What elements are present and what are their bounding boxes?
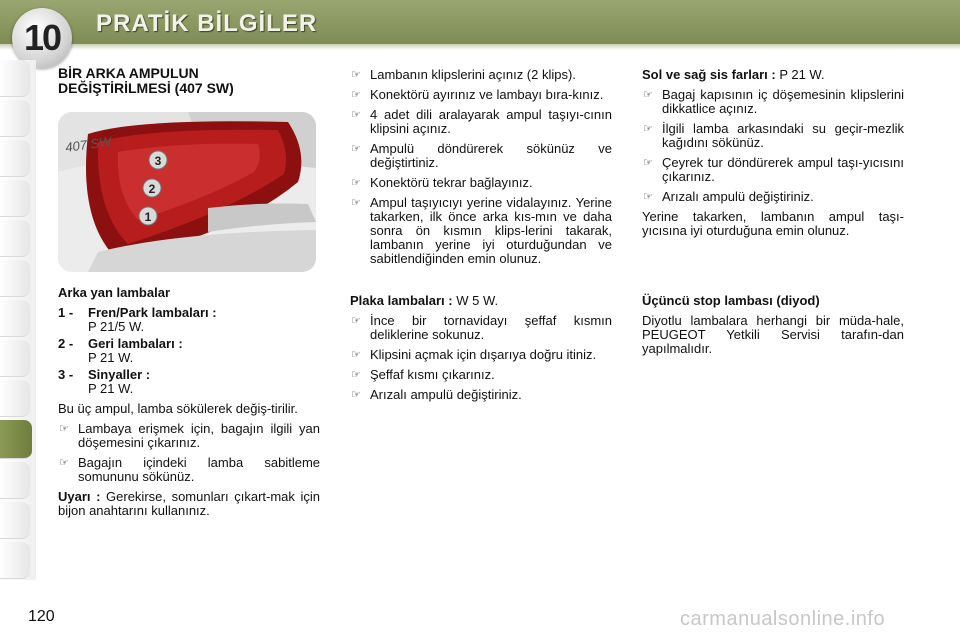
pointing-hand-icon: ☞ bbox=[643, 157, 653, 169]
callout-2: 2 bbox=[148, 182, 156, 196]
column-left bbox=[58, 66, 320, 96]
list-item: ☞ Bagajın içindeki lamba sabitleme somununu sökünüz. bbox=[59, 455, 320, 484]
chapter-tab[interactable] bbox=[0, 60, 30, 97]
pointing-hand-icon: ☞ bbox=[351, 349, 361, 361]
chapter-badge bbox=[12, 8, 72, 68]
pointing-hand-icon: ☞ bbox=[351, 177, 361, 189]
section-title-line-1: BİR ARKA AMPULUN bbox=[58, 65, 199, 81]
list-item: 1 - Fren/Park lambaları : P 21/5 W. bbox=[58, 305, 217, 334]
chapter-tab[interactable] bbox=[0, 462, 30, 499]
pointing-hand-icon: ☞ bbox=[643, 191, 653, 203]
pointing-hand-icon: ☞ bbox=[59, 423, 69, 435]
chapter-tab[interactable] bbox=[0, 542, 30, 579]
arka-section bbox=[58, 286, 320, 524]
pointing-hand-icon: ☞ bbox=[643, 123, 653, 135]
pointing-hand-icon: ☞ bbox=[351, 143, 361, 155]
arka-heading: Arka yan lambalar bbox=[58, 285, 171, 300]
list-item: ☞ Arızalı ampulü değiştiriniz. bbox=[351, 387, 522, 402]
sis-paragraph: Yerine takarken, lambanın ampul taşı-yıcısına iyi oturduğuna emin olunuz. bbox=[642, 209, 904, 238]
warning-note: Uyarı : Gerekirse, somunları çıkart-mak için bijon anahtarını kullanınız. bbox=[58, 489, 320, 518]
chapter-tab[interactable] bbox=[0, 502, 30, 539]
pointing-hand-icon: ☞ bbox=[351, 315, 361, 327]
list-item: 2 - Geri lambaları : P 21 W. bbox=[58, 336, 183, 365]
list-item: ☞ Ampulü döndürerek sökünüz ve değiştirtiniz. bbox=[351, 141, 612, 170]
chapter-tab[interactable] bbox=[0, 340, 30, 377]
chapter-sidebar bbox=[0, 60, 36, 580]
list-item: ☞ Ampul taşıyıcıyı yerine vidalayınız. Yerine takarken, ilk önce arka kıs-mın ve daha sonra ön kısmın klips-lerini takarak, lambanın yerine iyi oturduğundan ve sabitlendiğinden emin olunuz. bbox=[351, 195, 612, 266]
callout-3: 3 bbox=[154, 154, 162, 168]
pointing-hand-icon: ☞ bbox=[351, 109, 361, 121]
list-item: ☞ 4 adet dili aralayarak ampul taşıyı-cının klipsini açınız. bbox=[351, 107, 612, 136]
pointing-hand-icon: ☞ bbox=[351, 69, 361, 81]
chapter-number: 10 bbox=[23, 17, 61, 58]
model-badge: 407 SW bbox=[64, 133, 113, 155]
pointing-hand-icon: ☞ bbox=[351, 389, 361, 401]
chapter-tab[interactable] bbox=[0, 260, 30, 297]
list-item: ☞ Konektörü ayırınız ve lambayı bıra-kınız. bbox=[351, 87, 604, 102]
watermark: carmanualsonline.info bbox=[680, 608, 886, 630]
column-middle bbox=[350, 68, 612, 272]
list-item: ☞ Çeyrek tur döndürerek ampul taşı-yıcısını çıkarınız. bbox=[643, 155, 904, 184]
sis-heading: Sol ve sağ sis farları : P 21 W. bbox=[642, 67, 825, 82]
list-item: 3 - Sinyaller : P 21 W. bbox=[58, 367, 151, 396]
chapter-tab[interactable] bbox=[0, 380, 30, 417]
pointing-hand-icon: ☞ bbox=[351, 89, 361, 101]
stop-section bbox=[642, 294, 904, 362]
chapter-tab-active[interactable] bbox=[0, 420, 32, 459]
tail-lamp-photo bbox=[58, 112, 316, 272]
list-item: ☞ Bagaj kapısının iç döşemesinin klipslerini dikkatlice açınız. bbox=[643, 87, 904, 116]
stop-heading: Üçüncü stop lambası (diyod) bbox=[642, 293, 820, 308]
pointing-hand-icon: ☞ bbox=[351, 369, 361, 381]
header-shadow bbox=[0, 44, 960, 50]
list-item: ☞ Şeffaf kısmı çıkarınız. bbox=[351, 367, 495, 382]
chapter-tab[interactable] bbox=[0, 300, 30, 337]
plaka-section bbox=[350, 294, 612, 408]
callout-1: 1 bbox=[144, 210, 152, 224]
list-item: ☞ Konektörü tekrar bağlayınız. bbox=[351, 175, 533, 190]
list-item: ☞ Arızalı ampulü değiştiriniz. bbox=[643, 189, 814, 204]
pointing-hand-icon: ☞ bbox=[351, 197, 361, 209]
chapter-tab[interactable] bbox=[0, 140, 30, 177]
page-number: 120 bbox=[28, 608, 55, 625]
chapter-tab[interactable] bbox=[0, 220, 30, 257]
chapter-tab[interactable] bbox=[0, 180, 30, 217]
pointing-hand-icon: ☞ bbox=[59, 457, 69, 469]
list-item: ☞ Lambaya erişmek için, bagajın ilgili yan döşemesini çıkarınız. bbox=[59, 421, 320, 450]
stop-paragraph: Diyotlu lambalara herhangi bir müda-hale, PEUGEOT Yetkili Servisi tarafın-dan yapılmalıdır. bbox=[642, 313, 904, 356]
list-item: ☞ Klipsini açmak için dışarıya doğru itiniz. bbox=[351, 347, 597, 362]
list-item: ☞ İlgili lamba arkasındaki su geçir-mezlik kağıdını sökünüz. bbox=[643, 121, 904, 150]
tail-lamp-illustration bbox=[58, 112, 316, 272]
pointing-hand-icon: ☞ bbox=[643, 89, 653, 101]
list-item: ☞ İnce bir tornavidayı şeffaf kısmın deliklerine sokunuz. bbox=[351, 313, 612, 342]
plaka-heading: Plaka lambaları : W 5 W. bbox=[350, 293, 499, 308]
section-title-line-2: DEĞİŞTİRİLMESİ (407 SW) bbox=[58, 80, 234, 96]
list-item: ☞ Lambanın klipslerini açınız (2 klips). bbox=[351, 67, 576, 82]
chapter-tab[interactable] bbox=[0, 100, 30, 137]
arka-paragraph: Bu üç ampul, lamba sökülerek değiş-tirilir. bbox=[58, 401, 298, 416]
column-right bbox=[642, 68, 904, 244]
page-title: PRATİK BİLGİLER bbox=[96, 10, 318, 37]
